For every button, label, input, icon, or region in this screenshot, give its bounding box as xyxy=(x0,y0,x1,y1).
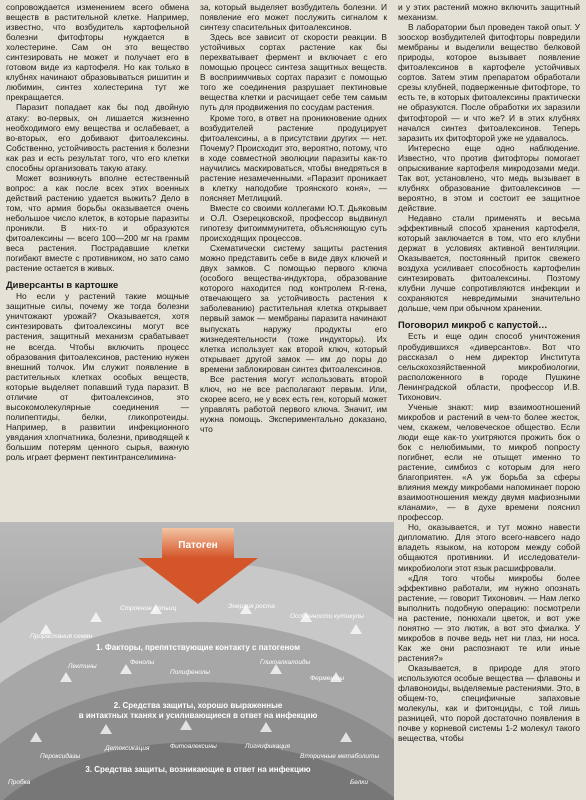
factor-label: Строение устьиц xyxy=(120,605,177,612)
factor-label: Особенности кутикулы xyxy=(290,613,365,620)
paragraph: Оказывается, в природе для этого используются особые вещества — флавоны и флавоноиды, выделяемые растениями. Это, в общем-то, специфичные запаховые молекулы, как и фитонциды, с той лишь разницей, что порой достаточно появления в почве у корневой системы 1-2 молекул такого вещества, чтобы xyxy=(398,663,580,744)
factor-label: Пробка xyxy=(8,779,31,786)
factor-label: Лигнификация xyxy=(245,743,291,750)
text-column-3 xyxy=(398,2,580,743)
paragraph: Но, оказывается, и тут можно навести дипломатию. Для этого всего-навсего надо владеть языком, на котором между собой общаются противники. И исследователи-микробиологи этот язык расшифровали. xyxy=(398,522,580,573)
factor-label: Пероксидазы xyxy=(40,753,81,760)
paragraph: Но если у растений такие мощные защитные силы, почему же тогда болезни уничтожают урожай? Оказывается, хотя синтезировать фитоалексины могут все растения, защитный механизм срабатывает не всегда. Чтобы включить процесс образования фитоалексинов, растению нужен внешний толчок. Им служит появление в растительных клетках особых веществ, которые выделяет попавший туда паразит. В отличие от фитоалексинов, это высокомолекулярные соединения — полипептиды, белки, гликопротеиды. Например, в развитии инфекционного увядания хлопчатника, болезни, приводящей к большим потерям ценного сырья, важную роль играет фермент пектинтранселимина- xyxy=(6,291,189,463)
paragraph: Вместе со своими коллегами Ю.Т. Дьяковым и О.Л. Озерецковской, профессор выдвинул гипотезу фитоиммунитета, объясняющую суть происходящих процессов. xyxy=(200,202,387,244)
plant-defense-diagram xyxy=(0,522,394,800)
factor-label: Ферменты xyxy=(310,675,345,682)
paragraph: «Для того чтобы микробы более эффективно работали, им нужно опознать растение, — говорит Тихонович. — Нам легко выполнить подобную операцию: посмотрели на растение, понюхали цветок, и вот уже понятно — это лютик, а вот это фиалка. У микробов в почве ведь нет ни глаз, ни носа. Как же они распознают те или иные растения?» xyxy=(398,572,580,663)
factor-label: Полифенолы xyxy=(170,669,211,676)
factor-label: Вторичные метаболиты xyxy=(300,753,380,760)
section-heading: Поговорил микроб с капустой… xyxy=(398,319,548,331)
paragraph: Все растения могут использовать второй ключ, но не все располагают первым. Или, скорее всего, не у всех есть ген, который может управлять работой первого ключа. Значит, им нужна помощь. Экспериментально доказано, что xyxy=(200,373,387,434)
paragraph: Здесь все зависит от скорости реакции. В устойчивых сортах растение как бы перехватывает фермент и включает с его помощью процесс синтеза защитных веществ. В восприимчивых сортах паразит с помощью того же соединения разрушает пектиновые вещества клетки и расчищает себе тем самым путь для продвижения по сосудам растения. xyxy=(200,32,387,113)
paragraph: Интересно еще одно наблюдение. Известно, что против фитофторы помогает опрыскивание картофеля микродозами меди. Так вот, установлено, что медь вызывает в клубнях образование фитоалексинов — вероятно, в этом и состоит ее защитное действие. xyxy=(398,142,580,213)
paragraph: Кроме того, в ответ на проникновение одних возбудителей растение продуцирует фитоалексины, а в присутствии других — нет. Почему? Происходит это, вероятно, потому, что в ходе совместной эволюции паразиты как-то научились маскироваться, чтобы внедряться в растение незамеченными. «Паразит проникает в клетку наподобие троянского коня», — поясняет Метлицкий. xyxy=(200,112,387,203)
layer-2-sublabel: в интактных тканях и усиливающиеся в ответ на инфекцию xyxy=(78,711,318,720)
pathogen-label: Патоген xyxy=(178,540,218,551)
paragraph: за, который выделяет возбудитель болезни. И появление его может послужить сигналом к синтезу спасительных фитоалексинов. xyxy=(200,2,387,33)
paragraph: В лаборатории был проведен такой опыт. У зоосхор возбудителей фитофторы повредили мембраны и выделили вещество белковой природы, которое вызывает появление фитоалексинов в картофеле устойчивых сортов. Затем этим препаратом обработали срезы клубней, подверженные фитофторе, то есть те, в которых фитоалексины практически не образуются. После обработки их заразили фитофторой — и что же? И в этих клубнях начался синтез фитоалексинов. Теперь заразить их фитофторой уже не удавалось. xyxy=(398,22,580,143)
text-column-2 xyxy=(200,2,387,434)
factor-label: Гликоалкалоиды xyxy=(260,659,311,666)
paragraph: Паразит попадает как бы под двойную атаку: во-первых, он лишается жизненно необходимого ему вещества и ослабевает, а во-вторых, его добивают фитоалексины. Собственно, устойчивость растения к болезни как раз и есть результат того, что его клетки способны организовать такую атаку. xyxy=(6,102,189,173)
paragraph: Есть и еще один способ уничтожения пробудившихся «диверсантов». Вот что рассказал о нем директор Института сельскохозяйственной микробиологии, расположенного в городе Пушкине Ленинградской области, профессор И.В. Тихонович. xyxy=(398,331,580,402)
factor-label: Белки xyxy=(350,779,368,786)
factor-label: Прорастания семян xyxy=(30,633,93,640)
paragraph: Может возникнуть вполне естественный вопрос: а как после всех этих военных действий растению удается выжить? Дело в том, что армия борьбы оказывается очень небольшое число клеток, в которые паразиты проникли. В них-то и образуются фитоалексины — всего 100—200 мг на грамм веса растения. Пострадавшие клетки погибают вместе с противником, но зато само растение остается в живых. xyxy=(6,172,189,274)
text-column-1 xyxy=(6,2,189,462)
factor-label: Энергия роста xyxy=(228,603,275,610)
section-heading: Диверсанты в картошке xyxy=(6,279,119,291)
factor-label: Фитоалексины xyxy=(170,743,217,750)
paragraph: и у этих растений можно включить защитный механизм. xyxy=(398,2,580,23)
paragraph: Ученые знают: мир взаимоотношений микробов и растений в чем-то более жесток, чем, скажем, человеческое общество. Если люди еще как-то ухитряются прожить бок о бок с нелюбимыми, то микроб попросту погибнет, если не отыщет именно то растение, симбиоз с которым для него благоприятен. «А уж борьба за сферы влияния между микробами напоминает порою взаимоотношения между двумя мафиозными кланами», — в духе времени пояснил профессор. xyxy=(398,401,580,523)
layer-1-label: 1. Факторы, препятствующие контакту с патогеном xyxy=(96,643,300,652)
paragraph: сопровождается изменением всего обмена веществ в растительной клетке. Например, известно, что возбудитель картофельной болезни фитофторы нуждается в холестерине. Сам он это вещество синтезировать не может и получает его в готовом виде из картофеля. Но как только в клубнях начинают образовываться ришитин и любимин, синтез холестерина тут же прекращается. xyxy=(6,2,189,103)
paragraph: Недавно стали применять и весьма эффективный способ хранения картофеля, который заключается в том, что его клубни держат в условиях активной вентиляции. Оказывается, постоянный приток свежего воздуха усиливает способность картофелин синтезировать фитоалексины. Поэтому клубни лучше сопротивляются инфекции и сохраняются неврeдимыми значительно дольше, чем при обычном хранении. xyxy=(398,212,580,314)
factor-label: Фенолы xyxy=(130,659,155,666)
layer-2-label: 2. Средства защиты, хорошо выраженные xyxy=(113,701,283,710)
factor-label: Детоксикация xyxy=(105,745,150,752)
layer-3-label: 3. Средства защиты, возникающие в ответ на инфекцию xyxy=(85,765,311,774)
factor-label: Лектины xyxy=(68,663,97,670)
paragraph: Схематически систему защиты растения можно представить себе в виде двух ключей и двух замков. С помощью первого ключа (особого вещества-индуктора, образование которого находится под контролем R-гена, отвечающего за устойчивость растения к заболеванию) растительная клетка открывает первый замок — мембраны паразита начинают выпускать наружу продукты его жизнедеятельности (тоже индукторы). Их клетка использует как второй ключ, который открывает другой замок — им до поры до времени заблокирован синтез фитоалексинов. xyxy=(200,243,387,374)
